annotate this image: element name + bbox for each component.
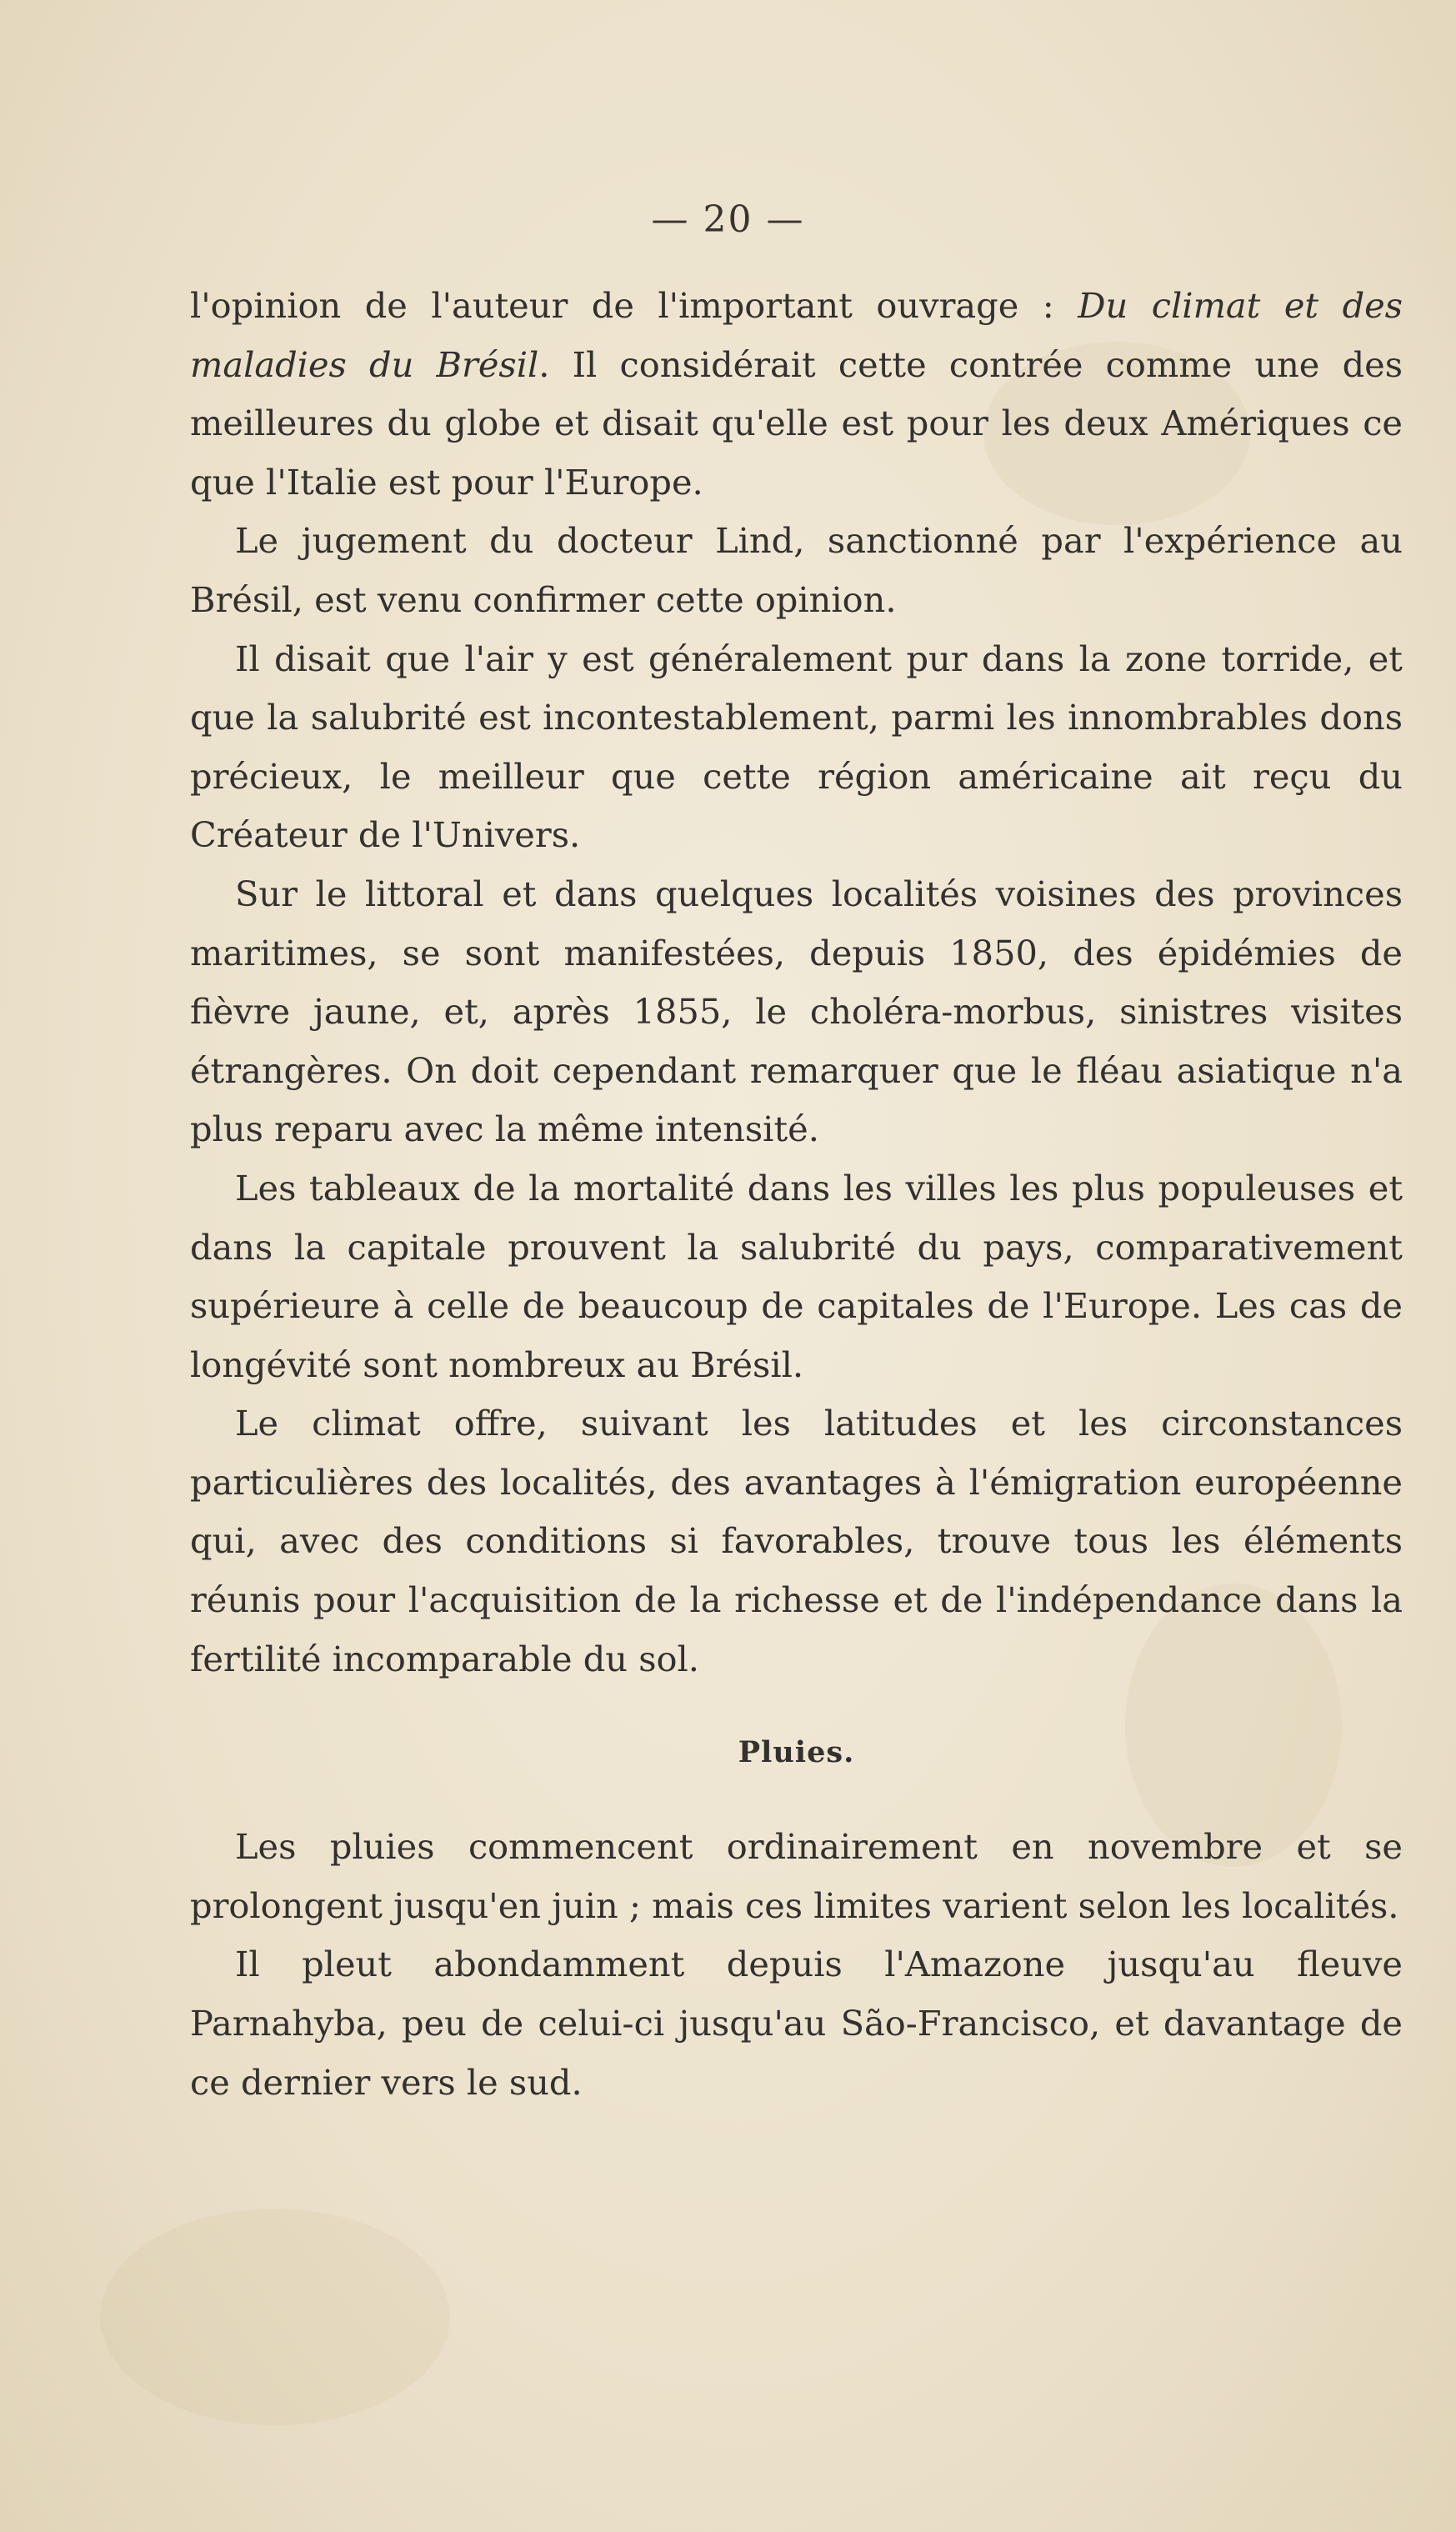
paragraph-3: Il disait que l'air y est généralement pur dans la zone torride, et que la salubrité est incontestablement, parmi les innombrables dons précieux, le meilleur que cette région américaine ait reçu du Créateur de l'Univers. bbox=[190, 638, 1403, 856]
paragraph-6: Le climat offre, suivant les latitudes et les circonstances particulières des localités, des avantages à l'émigration européenne qui, avec des conditions si favorables, trouve tous les éléments réunis pour l'acquisition de la richesse et de l'indépendance dans la fertilité incomparable du sol. bbox=[190, 1403, 1403, 1679]
paragraph-5: Les tableaux de la mortalité dans les villes les plus populeuses et dans la capitale prouvent la salubrité du pays, comparativement supérieure à celle de beaucoup de capitales de l'Europe. Les cas de longévité sont nombreux au Brésil. bbox=[190, 1167, 1403, 1385]
book-title: Du climat et des maladies du Brésil bbox=[190, 285, 1403, 385]
page-number: — 20 — bbox=[651, 198, 805, 241]
paragraph-4: Sur le littoral et dans quelques localités voisines des provinces maritimes, se sont manifestées, depuis 1850, des épidémies de fièvre jaune, et, après 1855, le choléra-morbus, sinistres visites étrangères. On doit cependant remarquer que le fléau asiatique n'a plus reparu avec la même intensité. bbox=[190, 873, 1403, 1150]
section-heading: Pluies. bbox=[738, 1735, 855, 1770]
section-paragraph-2: Il pleut abondamment depuis l'Amazone jusqu'au fleuve Parnahyba, peu de celui-ci jusqu'au São-Francisco, et davantage de ce dernier vers le sud. bbox=[190, 1944, 1403, 2103]
paragraph-1-lead: l'opinion de l'auteur de l'important ouvrage : bbox=[190, 285, 1078, 326]
paragraph-1-rest: . Il considérait cette contrée comme une des meilleures du globe et disait qu'elle est pour les deux Amériques ce que l'Italie est pour l'Europe. bbox=[190, 343, 1403, 503]
paragraph-1 bbox=[190, 277, 1403, 512]
paper-stain bbox=[100, 2209, 450, 2425]
paragraph-2: Le jugement du docteur Lind, sanctionné par l'expérience au Brésil, est venu confirmer cette opinion. bbox=[190, 520, 1403, 620]
body-text bbox=[190, 277, 1403, 2112]
section-paragraph-1: Les pluies commencent ordinairement en novembre et se prolongent jusqu'en juin ; mais ces limites varient selon les localités. bbox=[190, 1826, 1403, 1926]
